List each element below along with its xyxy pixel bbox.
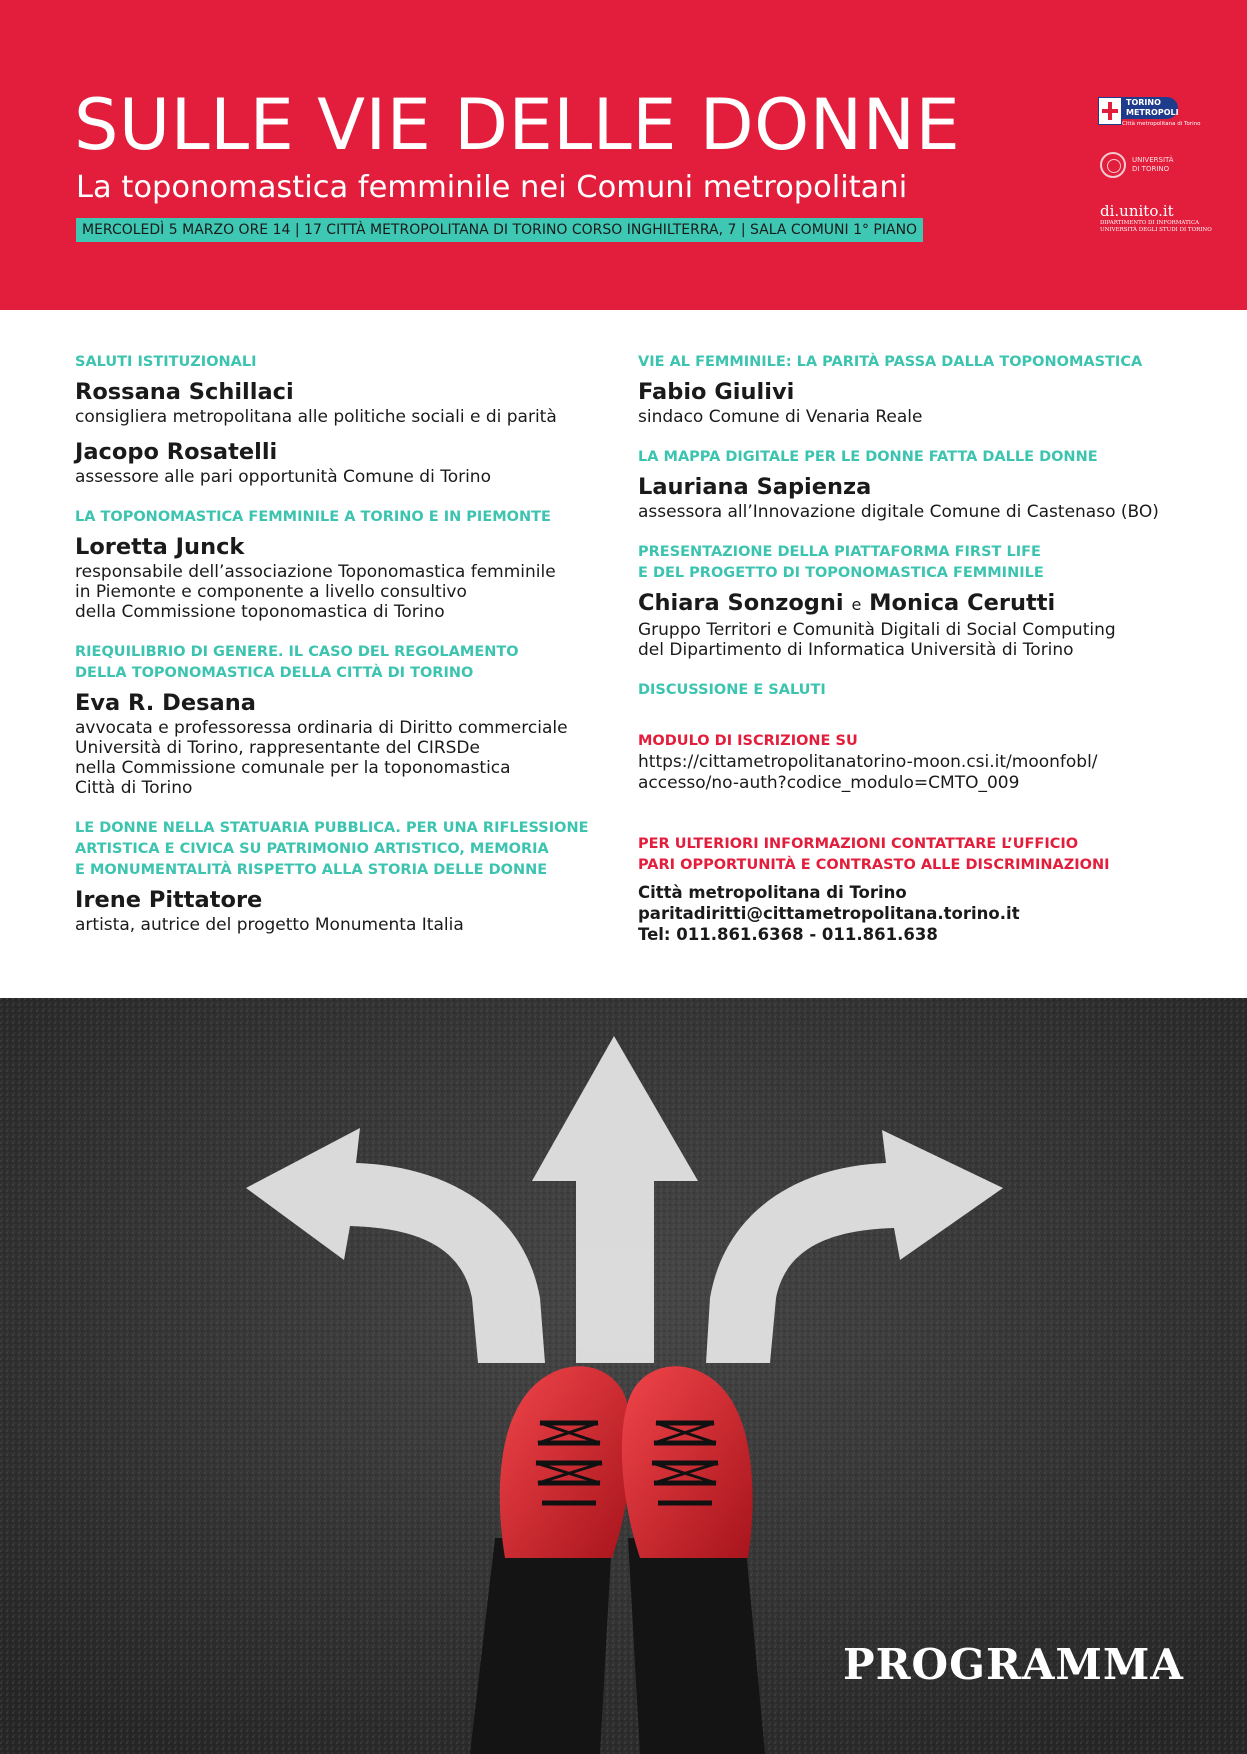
speaker-names	[638, 588, 1183, 620]
program-right-column	[638, 352, 1183, 945]
section-title: LE DONNE NELLA STATUARIA PUBBLICA. PER UNA RIFLESSIONE	[75, 820, 589, 836]
speaker-role: assessore alle pari opportunità Comune di Torino	[75, 467, 491, 487]
speaker-name: Fabio Giulivi	[638, 379, 795, 405]
section-toponomastica-piemonte	[75, 507, 635, 622]
cross-shield-icon	[1098, 97, 1122, 125]
university-seal-icon	[1100, 152, 1126, 178]
contact-organization: Città metropolitana di Torino	[638, 883, 907, 902]
section-saluti-istituzionali	[75, 352, 635, 487]
speaker-role: responsabile dell’associazione Toponomastica femminile in Piemonte e componente a livello consultivo della Commissione toponomastica di Torino	[75, 562, 556, 622]
section-title: LA MAPPA DIGITALE PER LE DONNE FATTA DALLE DONNE	[638, 449, 1098, 465]
speaker-name: Chiara Sonzogni	[638, 590, 844, 616]
event-title: SULLE VIE DELLE DONNE	[74, 84, 961, 166]
speaker-name: Loretta Junck	[75, 534, 245, 560]
section-title: SALUTI ISTITUZIONALI	[75, 354, 257, 370]
torino-metropoli-wordmark: TORINO METROPOLI	[1122, 97, 1178, 119]
section-title: DELLA TOPONOMASTICA DELLA CITTÀ DI TORINO	[75, 665, 474, 681]
section-discussione	[638, 680, 1183, 701]
header-banner	[0, 0, 1247, 310]
section-title: E MONUMENTALITÀ RISPETTO ALLA STORIA DELLE DONNE	[75, 862, 548, 878]
info-title: PER ULTERIORI INFORMAZIONI CONTATTARE L’UFFICIO	[638, 836, 1079, 852]
speaker-name: Monica Cerutti	[869, 590, 1056, 616]
section-title: RIEQUILIBRIO DI GENERE. IL CASO DEL REGOLAMENTO	[75, 644, 519, 660]
event-dateline: MERCOLEDÌ 5 MARZO ORE 14 | 17 CITTÀ METROPOLITANA DI TORINO CORSO INGHILTERRA, 7 | SALA COMUNI 1° PIANO	[76, 218, 923, 242]
speaker-role: assessora all’Innovazione digitale Comune di Castenaso (BO)	[638, 502, 1159, 522]
speaker-role: sindaco Comune di Venaria Reale	[638, 407, 923, 427]
section-vie-al-femminile	[638, 352, 1183, 427]
section-title: E DEL PROGETTO DI TOPONOMASTICA FEMMINILE	[638, 565, 1044, 581]
torino-metropoli-caption: Città metropolitana di Torino	[1122, 121, 1201, 127]
speaker-name: Eva R. Desana	[75, 690, 256, 716]
unito-logo	[1100, 150, 1210, 186]
speaker-role: Gruppo Territori e Comunità Digitali di Social Computing del Dipartimento di Informatica Università di Torino	[638, 620, 1116, 660]
contact-email[interactable]: paritadiritti@cittametropolitana.torino.it	[638, 904, 1020, 923]
section-mappa-digitale	[638, 447, 1183, 522]
section-title: ARTISTICA E CIVICA SU PATRIMONIO ARTISTICO, MEMORIA	[75, 841, 549, 857]
section-info-contact	[638, 834, 1183, 945]
di-unito-wordmark: di.unito.it	[1100, 202, 1174, 220]
section-statuaria-pubblica	[75, 818, 635, 935]
section-title: VIE AL FEMMINILE: LA PARITÀ PASSA DALLA TOPONOMASTICA	[638, 354, 1143, 370]
conjunction: e	[851, 595, 862, 614]
section-first-life	[638, 542, 1183, 660]
section-riequilibrio-genere	[75, 642, 635, 798]
program-left-column	[75, 352, 635, 935]
di-unito-logo	[1100, 202, 1210, 234]
di-unito-caption-2: UNIVERSITÀ DEGLI STUDI DI TORINO	[1100, 227, 1212, 233]
speaker-role: consigliera metropolitana alle politiche sociali e di parità	[75, 407, 557, 427]
section-registration	[638, 731, 1183, 794]
speaker-name: Rossana Schillaci	[75, 379, 294, 405]
section-title: PRESENTAZIONE DELLA PIATTAFORMA FIRST LIFE	[638, 544, 1041, 560]
di-unito-caption-1: DIPARTIMENTO DI INFORMATICA	[1100, 220, 1200, 226]
section-title: DISCUSSIONE E SALUTI	[638, 682, 826, 698]
speaker-name: Irene Pittatore	[75, 887, 263, 913]
speaker-name: Jacopo Rosatelli	[75, 439, 278, 465]
programma-label: PROGRAMMA	[843, 1640, 1185, 1689]
unito-wordmark: UNIVERSITÀ DI TORINO	[1132, 156, 1174, 173]
speaker-role: avvocata e professoressa ordinaria di Diritto commerciale Università di Torino, rappresentante del CIRSDe nella Commissione comunale per la toponomastica Città di Torino	[75, 718, 568, 798]
registration-link[interactable]: https://cittametropolitanatorino-moon.csi.it/moonfobl/ accesso/no-auth?codice_modulo=CMTO_009	[638, 752, 1098, 793]
speaker-name: Lauriana Sapienza	[638, 474, 872, 500]
registration-title: MODULO DI ISCRIZIONE SU	[638, 733, 858, 749]
event-subtitle: La toponomastica femminile nei Comuni metropolitani	[76, 170, 908, 205]
speaker-role: artista, autrice del progetto Monumenta Italia	[75, 915, 464, 935]
torino-metropoli-logo	[1098, 95, 1208, 129]
section-title: LA TOPONOMASTICA FEMMINILE A TORINO E IN PIEMONTE	[75, 509, 551, 525]
info-title: PARI OPPORTUNITÀ E CONTRASTO ALLE DISCRIMINAZIONI	[638, 857, 1110, 873]
contact-phone: Tel: 011.861.6368 - 011.861.638	[638, 925, 938, 944]
